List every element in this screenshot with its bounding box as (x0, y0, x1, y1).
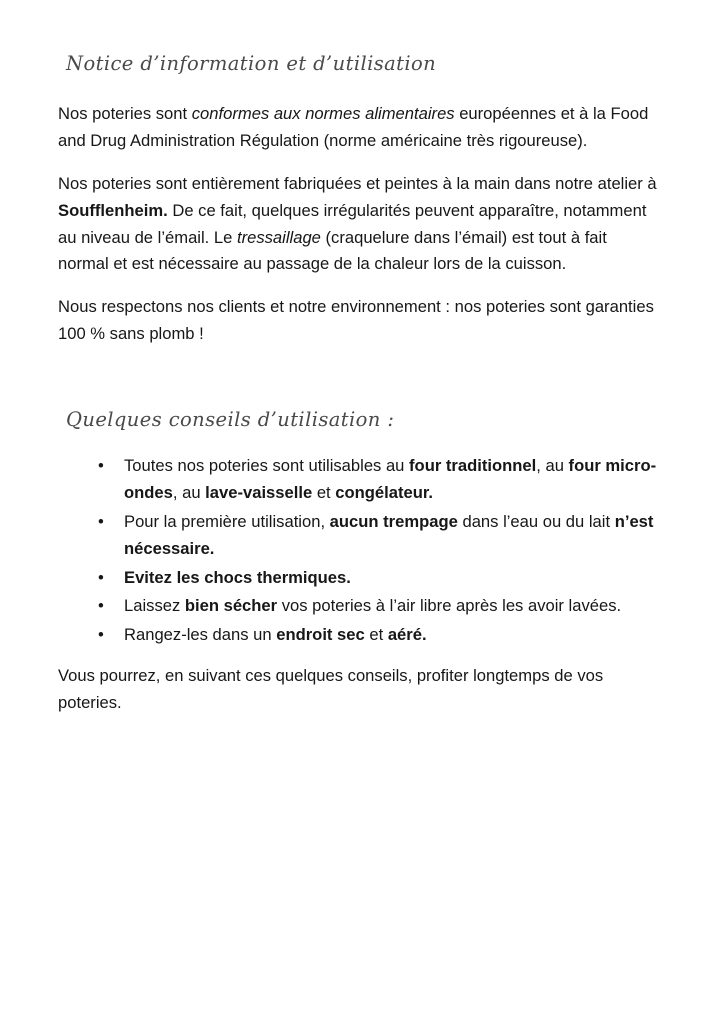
paragraph-handmade: Nos poteries sont entièrement fabriquées et peintes à la main dans notre atelier à Soufflenheim. De ce fait, quelques irrégularités peuvent apparaître, notamment au niveau de l’émail. Le tressaillage (craquelure dans l’émail) est tout à fait normal et est nécessaire au passage de la chaleur lors de la cuisson. (58, 173, 657, 274)
list-item (94, 593, 660, 620)
paragraph-lead-free: Nous respectons nos clients et notre environnement : nos poteries sont garanties 100 % sans plomb ! (58, 297, 654, 344)
list-item (94, 453, 660, 507)
list-item-text: Rangez-les dans un endroit sec et aéré. (124, 625, 427, 645)
bullet-icon: • (98, 567, 104, 587)
list-item (94, 565, 660, 592)
list-item-text: Pour la première utilisation, aucun trempage dans l’eau ou du lait n’est nécessaire. (124, 511, 654, 558)
list-item (94, 622, 660, 649)
tips-list (58, 453, 660, 649)
section-heading-tips: Quelques conseils d’utilisation : (66, 408, 395, 431)
list-item-text: Laissez bien sécher vos poteries à l’air libre après les avoir lavées. (124, 596, 622, 616)
bullet-icon: • (98, 456, 104, 475)
bullet-icon: • (98, 625, 104, 645)
paragraph-conformity: Nos poteries sont conformes aux normes alimentaires européennes et à la Food and Drug Administration Régulation (norme américaine très rigoureuse). (58, 104, 649, 150)
bullet-icon: • (98, 511, 104, 531)
section-spacer (58, 364, 660, 408)
list-item-text: Toutes nos poteries sont utilisables au four traditionnel, au four micro-ondes, au lave-vaisselle et congélateur. (124, 456, 657, 502)
section-heading-notice: Notice d’information et d’utilisation (66, 52, 437, 75)
paragraph-closing: Vous pourrez, en suivant ces quelques conseils, profiter longtemps de vos poteries. (58, 666, 604, 712)
bullet-icon: • (98, 596, 104, 616)
list-item-text: Evitez les chocs thermiques. (124, 567, 351, 587)
list-item (94, 509, 660, 563)
